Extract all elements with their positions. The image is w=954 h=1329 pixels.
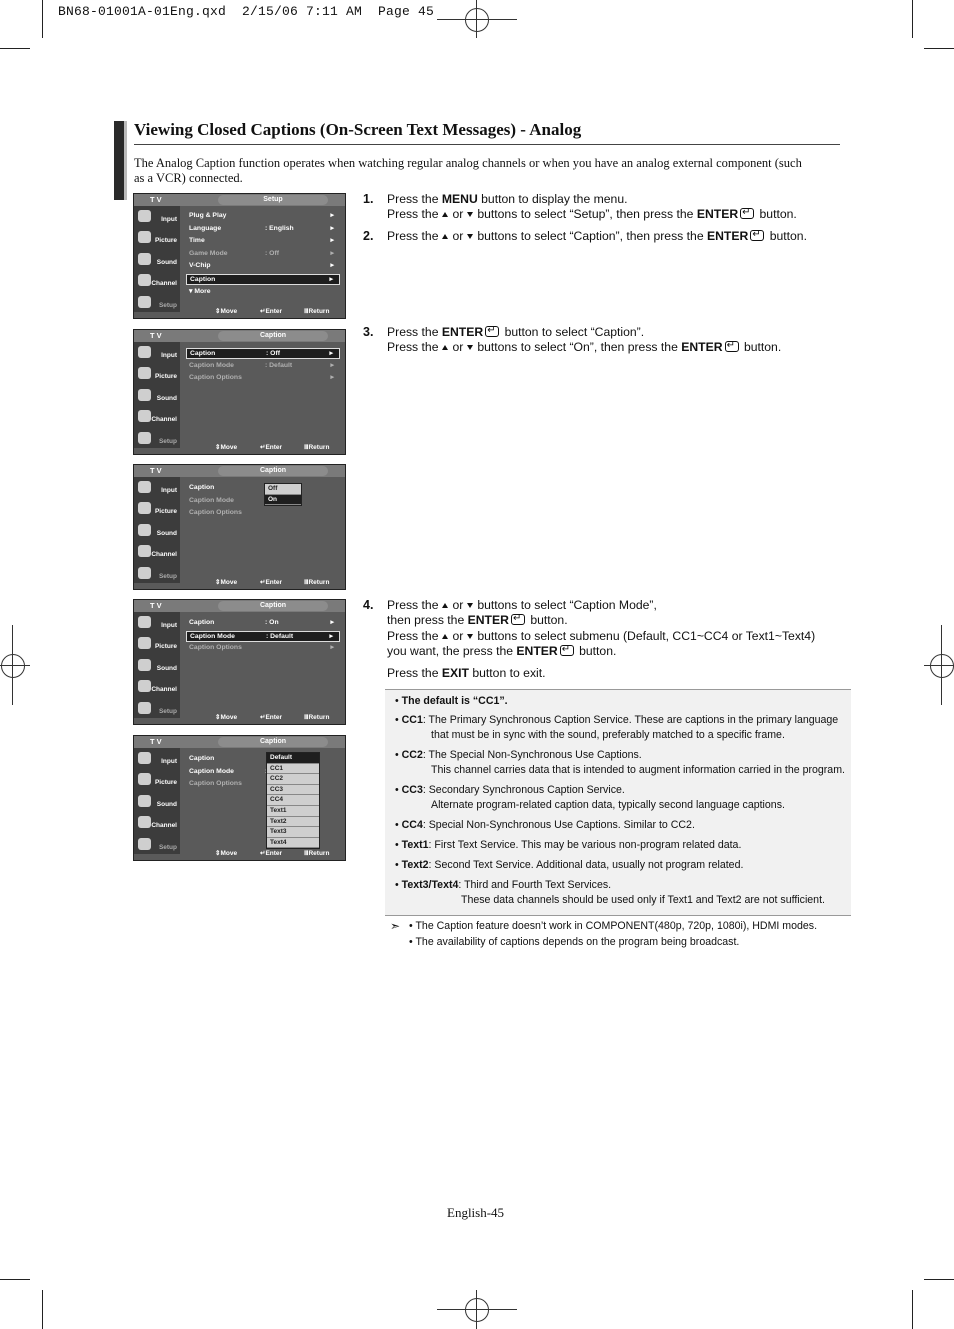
popup-option: Off [265, 484, 301, 495]
popup-option: Text4 [267, 838, 319, 849]
sound-icon [138, 659, 151, 671]
input-icon [138, 210, 151, 222]
setup-icon [138, 567, 151, 579]
up-arrow-icon [442, 603, 448, 608]
picture-icon [138, 637, 151, 649]
menu-list [182, 614, 345, 714]
menu-row: Caption Options [189, 509, 242, 516]
menu-header: Caption [218, 737, 328, 747]
popup-option: CC4 [267, 795, 319, 806]
tv-footer: ⇕ Move ↵ Enter Ⅲ Return [215, 579, 330, 586]
channel-icon [138, 274, 151, 286]
menu-row-selected: Caption Mode : Default ▸ [186, 631, 340, 642]
footnote: • The Caption feature doesn’t work in COMPONENT(480p, 720p, 1080i), HDMI modes. [409, 920, 818, 932]
tv-footer: ⇕ Move ↵ Enter Ⅲ Return [215, 444, 330, 451]
tv-footer: ⇕ Move ↵ Enter Ⅲ Return [215, 714, 330, 721]
menu-row-selected: Caption : Off ▸ [186, 348, 340, 359]
popup-option: CC2 [267, 774, 319, 785]
tv-sidebar [134, 612, 180, 718]
sidebar-item-sound: Sound [136, 387, 178, 406]
step-number: 3. [363, 325, 374, 339]
tv-topbar [134, 194, 346, 206]
menu-list [182, 344, 345, 444]
menu-row: V-Chip ▸ [189, 262, 334, 269]
sidebar-item-picture: Picture [136, 771, 178, 790]
channel-icon [138, 545, 151, 557]
sidebar-item-setup: Setup [136, 430, 178, 449]
down-arrow-icon [467, 234, 473, 239]
popup-option-selected: On [265, 495, 301, 506]
sound-icon [138, 795, 151, 807]
crop-mark [42, 1290, 43, 1329]
sidebar-item-channel: Channel [136, 678, 178, 697]
sidebar-item-input: Input [136, 614, 178, 633]
tv-topbar: T V Caption [134, 465, 346, 477]
step-number: 2. [363, 229, 374, 243]
menu-row: Time ▸ [189, 237, 334, 244]
step-number: 4. [363, 598, 374, 612]
popup-option: Text2 [267, 817, 319, 828]
crop-mark [42, 0, 43, 38]
sidebar-item-sound: Sound [136, 793, 178, 812]
note-cc2: • CC2: The Special Non-Synchronous Use Captions. This channel carries data that is intended to augment information carried in the program. [395, 749, 845, 776]
picture-icon [138, 367, 151, 379]
sidebar-item-channel: Channel [136, 408, 178, 427]
setup-icon [138, 432, 151, 444]
crop-mark [912, 0, 913, 38]
file-header: BN68-01001A-01Eng.qxd 2/15/06 7:11 AM Page 45 [58, 4, 435, 19]
down-arrow-icon [467, 212, 473, 217]
menu-list [182, 479, 345, 579]
setup-icon [138, 838, 151, 850]
menu-row: Caption Options [189, 780, 242, 787]
sidebar-item-input: Input [136, 208, 178, 227]
sidebar-item-input: Input [136, 479, 178, 498]
tv-sidebar [134, 477, 180, 583]
enter-icon [750, 230, 764, 241]
menu-row: Caption Mode [189, 768, 234, 775]
input-icon [138, 346, 151, 358]
menu-row: Caption Options ▸ [189, 374, 334, 381]
sidebar-item-picture: Picture [136, 635, 178, 654]
crop-mark [924, 48, 954, 49]
tv-screen-setup [133, 193, 346, 319]
up-arrow-icon [442, 212, 448, 217]
tv-footer: ⇕ Move ↵ Enter Ⅲ Return [215, 850, 330, 857]
sidebar-item-setup: Setup [136, 700, 178, 719]
picture-icon [138, 773, 151, 785]
tv-screen-caption [133, 329, 346, 455]
enter-icon [560, 645, 574, 656]
popup-option-selected: Default [267, 753, 319, 764]
down-arrow-icon [467, 603, 473, 608]
menu-list [182, 750, 345, 850]
note-text3-text4: • Text3/Text4: Third and Fourth Text Services. These data channels should be used only if Text1 and Text2 are not sufficient. [395, 879, 825, 906]
channel-icon [138, 410, 151, 422]
up-arrow-icon [442, 234, 448, 239]
note-arrow-icon: ➣ [390, 919, 401, 933]
tv-sidebar [134, 342, 180, 448]
menu-row: Caption Options ▸ [189, 644, 334, 651]
picture-icon [138, 502, 151, 514]
picture-icon [138, 231, 151, 243]
input-icon [138, 481, 151, 493]
sidebar-item-sound: Sound [136, 522, 178, 541]
crop-mark [0, 1279, 30, 1280]
menu-row: Game Mode : Off ▸ [189, 250, 334, 257]
step-number: 1. [363, 192, 374, 206]
channel-icon [138, 680, 151, 692]
tv-topbar: T V Caption [134, 600, 346, 612]
footnote: • The availability of captions depends on the program being broadcast. [409, 936, 740, 948]
sidebar-item-setup: Setup [136, 565, 178, 584]
sidebar-item-sound: Sound [136, 657, 178, 676]
menu-row: Language : English ▸ [189, 225, 334, 232]
caption-option-popup [264, 483, 302, 506]
menu-list [182, 208, 345, 308]
setup-icon [138, 296, 151, 308]
menu-row: Plug & Play ▸ [189, 212, 334, 219]
menu-row: Caption [189, 755, 215, 762]
note-cc4: • CC4: Special Non-Synchronous Use Captions. Similar to CC2. [395, 819, 695, 831]
tv-footer: ⇕ Move ↵ Enter Ⅲ Return [215, 308, 330, 315]
up-arrow-icon [442, 634, 448, 639]
menu-header: Caption [218, 466, 328, 476]
menu-header: Caption [218, 331, 328, 341]
step-text: Press the ENTER↵ button to select “Caption”. Press the or buttons to select “On”, then press the ENTER↵ button. [387, 325, 857, 356]
sound-icon [138, 389, 151, 401]
sidebar-item-channel: Channel [136, 814, 178, 833]
sidebar-item-channel: Channel [136, 272, 178, 291]
sidebar-item-picture: Picture [136, 365, 178, 384]
tv-topbar: T V Caption [134, 330, 346, 342]
sound-icon [138, 524, 151, 536]
title-rule [134, 144, 840, 145]
tv-sidebar [134, 206, 180, 312]
sidebar-item-input: Input [136, 750, 178, 769]
crop-mark [912, 1290, 913, 1329]
page-title: Viewing Closed Captions (On-Screen Text Messages) - Analog [134, 120, 582, 139]
enter-icon [485, 326, 499, 337]
sidebar-item-setup: Setup [136, 836, 178, 855]
sidebar-item-picture: Picture [136, 500, 178, 519]
popup-option: CC3 [267, 785, 319, 796]
sidebar-item-setup: Setup [136, 294, 178, 313]
menu-header: Setup [218, 195, 328, 205]
sidebar-item-input: Input [136, 344, 178, 363]
tv-screen-caption-mode [133, 599, 346, 725]
down-arrow-icon [467, 634, 473, 639]
tv-screen-caption-onoff [133, 464, 346, 590]
enter-icon [511, 614, 525, 625]
menu-row: Caption Mode : Default ▸ [189, 362, 334, 369]
step-text: Press the MENU button to display the menu. Press the or buttons to select “Setup”, then press the ENTER↵ button. [387, 192, 857, 223]
input-icon [138, 752, 151, 764]
note-cc1: • CC1: The Primary Synchronous Caption Service. These are captions in the primary language that must be in sync with the sound, preferably matched to a specific frame. [395, 714, 839, 741]
note-text2: • Text2: Second Text Service. Additional data, usually not program related. [395, 859, 744, 871]
footnotes [390, 918, 860, 950]
menu-row: ▾ More [189, 288, 211, 295]
menu-row: Caption Mode [189, 497, 234, 504]
menu-row-selected: Caption ▸ [186, 274, 340, 285]
up-arrow-icon [442, 345, 448, 350]
sound-icon [138, 253, 151, 265]
sidebar-item-channel: Channel [136, 543, 178, 562]
enter-icon [725, 341, 739, 352]
down-arrow-icon [467, 345, 473, 350]
tv-label: T V [150, 195, 162, 204]
crop-mark [0, 48, 30, 49]
page-number: English-45 [447, 1205, 505, 1220]
note-default: • The default is “CC1”. [395, 695, 508, 707]
tv-topbar: T V Caption [134, 736, 346, 748]
step-text: Press the or buttons to select “Caption Mode”, then press the ENTER↵ button. Press the or buttons to select submenu (Default, CC1~CC4 or Text1~Text4) you want, the press the ENTER↵ button. Press the EXIT button to exit. [387, 598, 857, 681]
sidebar-item-picture: Picture [136, 229, 178, 248]
menu-header: Caption [218, 601, 328, 611]
note-text1: • Text1: First Text Service. This may be various non-program related data. [395, 839, 742, 851]
step-text: Press the or buttons to select “Caption”, then press the ENTER↵ button. [387, 229, 857, 244]
popup-option: Text3 [267, 827, 319, 838]
caption-mode-popup [266, 752, 320, 849]
tv-sidebar [134, 748, 180, 854]
crop-mark [924, 1279, 954, 1280]
channel-icon [138, 816, 151, 828]
popup-option: Text1 [267, 806, 319, 817]
tv-screen-caption-mode-list [133, 735, 346, 861]
caption-mode-notes [385, 689, 851, 916]
note-cc3: • CC3: Secondary Synchronous Caption Service. Alternate program-related caption data, typically second language captions. [395, 784, 785, 811]
sidebar-item-sound: Sound [136, 251, 178, 270]
popup-option: CC1 [267, 764, 319, 775]
enter-icon [740, 208, 754, 219]
input-icon [138, 616, 151, 628]
intro-paragraph: The Analog Caption function operates when watching regular analog channels or when you have an analog external component (such as a VCR) connected. [134, 156, 802, 185]
menu-row: Caption : On ▸ [189, 619, 334, 626]
title-accent-bar-light [124, 121, 127, 200]
setup-icon [138, 702, 151, 714]
menu-row: Caption [189, 484, 215, 491]
